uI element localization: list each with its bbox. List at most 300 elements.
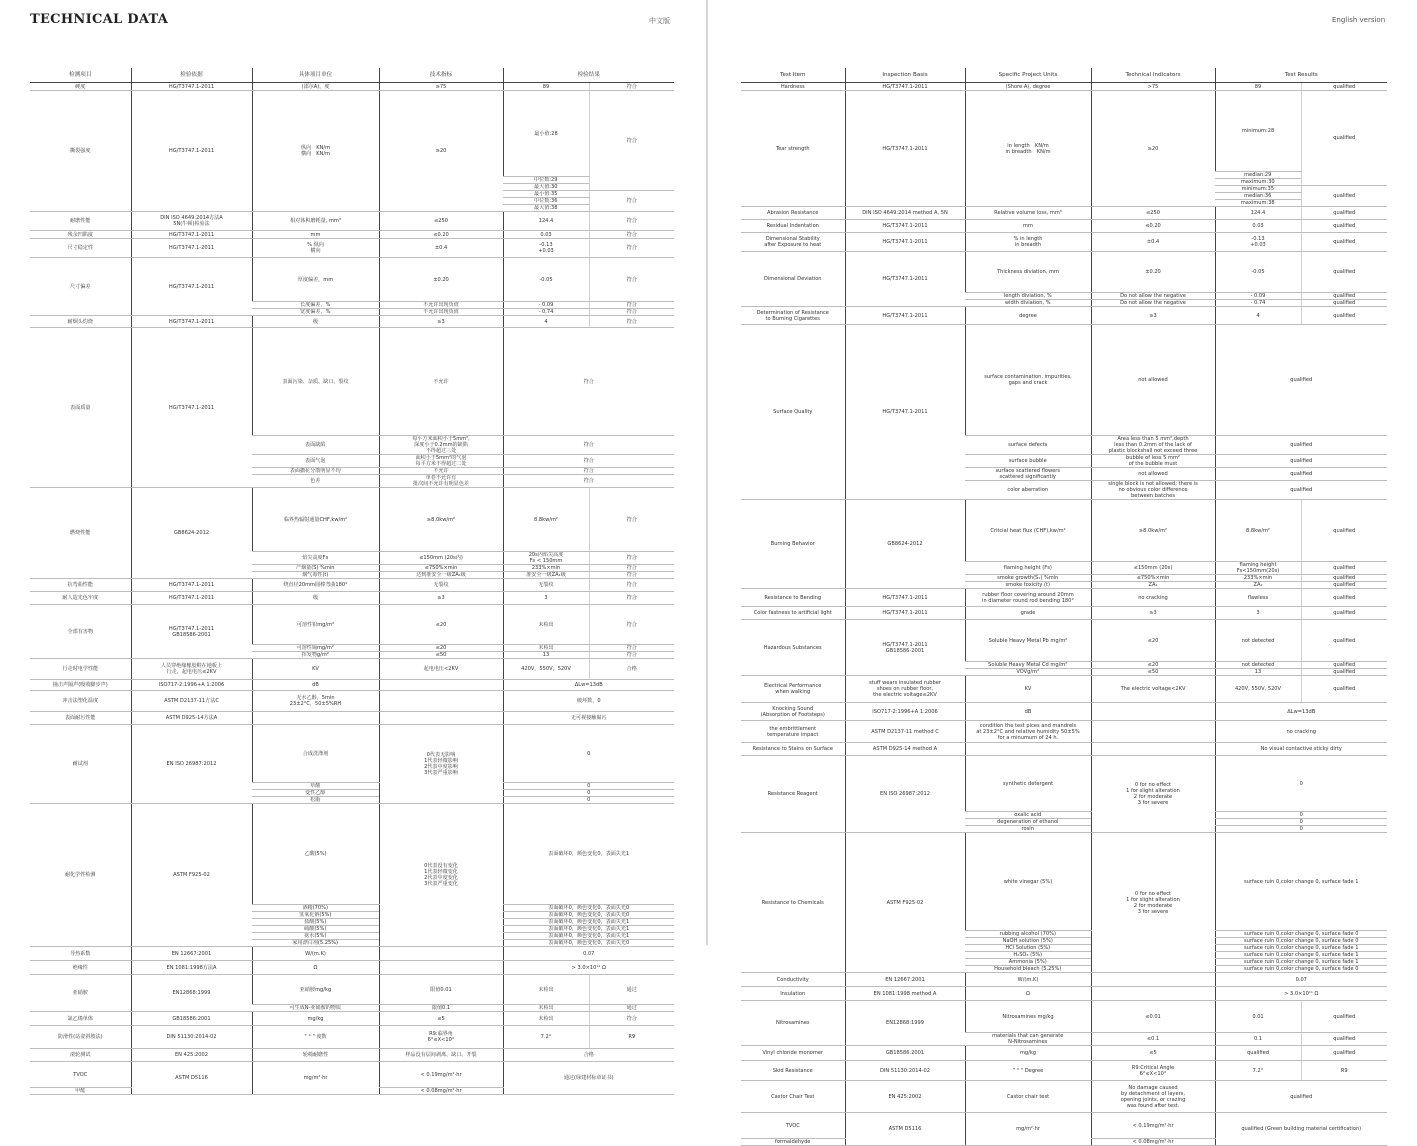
table-header-row bbox=[30, 68, 674, 83]
table-cell: qualified bbox=[1301, 293, 1387, 300]
table-cell: 表面污染、杂质、缺口、裂纹 bbox=[252, 328, 379, 436]
table-cell: 符合 bbox=[589, 258, 674, 302]
table-cell: HG/T3747.1-2011 bbox=[131, 239, 252, 258]
table-cell: 不允许出现负值 bbox=[379, 309, 503, 316]
table-row bbox=[30, 258, 674, 302]
table-cell: stuff wears insulated rubber shoes on rubber floor, the electric voltage≤2KV bbox=[845, 676, 965, 703]
table-cell: GB18586:2001 bbox=[131, 1012, 252, 1026]
table-cell: Resistance Reagent bbox=[741, 756, 845, 833]
column-header: Test Results bbox=[1215, 68, 1387, 83]
table-cell: qualified bbox=[1301, 300, 1387, 307]
table-cell: Critcial heat flux (CHF),kw/m² bbox=[965, 500, 1091, 562]
table-cell: 0代表无影响 1代表轻微影响 2代表中度影响 3代表严重影响 bbox=[379, 725, 503, 804]
table-cell: 符合 bbox=[589, 605, 674, 645]
table-cell: < 0.19mg/m²·hr bbox=[1091, 1113, 1215, 1139]
table-cell: ±0.4 bbox=[379, 239, 503, 258]
table-cell: 变性乙醇 bbox=[252, 790, 379, 797]
table-cell: TVOC bbox=[30, 1062, 131, 1088]
table-cell: qualified bbox=[1301, 620, 1387, 662]
table-cell: mg/m²·hr bbox=[252, 1062, 379, 1095]
table-cell: HG/T3747.1-2011 bbox=[845, 252, 965, 307]
table-cell: 89 bbox=[503, 83, 589, 91]
table-cell: qualified bbox=[1215, 1081, 1387, 1113]
table-cell: -0.05 bbox=[1215, 252, 1301, 293]
table-cell: EN 425:2002 bbox=[131, 1049, 252, 1062]
table-row bbox=[741, 987, 1387, 1001]
table-cell: 抗弯曲性能 bbox=[30, 579, 131, 592]
table-cell: 3 bbox=[503, 592, 589, 605]
table-cell: 酒精(70%) bbox=[252, 905, 379, 912]
table-cell: 符合 bbox=[589, 191, 674, 212]
table-cell: ≤0.20 bbox=[1091, 220, 1215, 233]
table-cell: ≥8.0kw/m² bbox=[379, 488, 503, 552]
table-cell: qualified bbox=[1301, 307, 1387, 325]
table-cell: surface scattered flowers scattered significantly bbox=[965, 468, 1091, 481]
table-cell: 通过(绿建材标章证书) bbox=[503, 1062, 674, 1095]
table-cell: No visual contactive sticky dirty bbox=[1215, 743, 1387, 756]
table-cell: qualified bbox=[1301, 220, 1387, 233]
table-cell: -0.05 bbox=[503, 258, 589, 302]
table-cell: ASTM F925-02 bbox=[131, 804, 252, 947]
table-cell: The electric voltage<2KV bbox=[1091, 676, 1215, 703]
table-row bbox=[741, 325, 1387, 436]
table-cell: 7.2° bbox=[1215, 1061, 1301, 1081]
table-row bbox=[30, 316, 674, 328]
table-cell: ≤20 bbox=[379, 605, 503, 645]
table-cell: 破坏数，0 bbox=[503, 691, 674, 712]
column-header: Technical Indicators bbox=[1091, 68, 1215, 83]
table-cell: 导热系数 bbox=[30, 947, 131, 961]
table-cell: 未检出 bbox=[503, 605, 589, 645]
table-row bbox=[741, 207, 1387, 220]
technical-data-table-cn bbox=[30, 68, 674, 1095]
table-cell: ≤150mm (20s内) bbox=[379, 552, 503, 565]
table-cell: smoke growth(S₁) %min bbox=[965, 575, 1091, 582]
table-cell: VOVg/m² bbox=[965, 669, 1091, 676]
table-row bbox=[30, 605, 674, 645]
table-row bbox=[741, 589, 1387, 607]
table-cell: 8.8kw/m² bbox=[503, 488, 589, 552]
table-cell: 89 bbox=[1215, 83, 1301, 91]
table-cell: 表面撒花分散明显不均 bbox=[252, 468, 379, 475]
table-row bbox=[741, 1113, 1387, 1139]
table-cell: (邵尔A)，度 bbox=[252, 83, 379, 91]
table-cell: 单卷不允许有 批次间不允许有明显色差 bbox=[379, 475, 503, 488]
table-cell: 最大值:30 bbox=[503, 184, 589, 191]
table-cell: qualified bbox=[1301, 607, 1387, 620]
table-cell: Area less than 5 mm²,depth less than 0.2mm of the lack of plastic blockshall not exceed three bbox=[1091, 436, 1215, 455]
table-cell: 符合 bbox=[589, 231, 674, 239]
table-cell: 样品没有层间剥离、缺口、开裂 bbox=[379, 1049, 503, 1062]
table-cell: qualified bbox=[1301, 233, 1387, 252]
table-cell: 无裂纹 bbox=[503, 579, 589, 592]
table-cell: rubbing alcohol (70%) bbox=[965, 931, 1091, 938]
table-cell: DIN 51130:2014-02 bbox=[131, 1026, 252, 1049]
table-cell: mm bbox=[965, 220, 1091, 233]
table-cell: qualified bbox=[1215, 1046, 1301, 1061]
table-cell: ASTM D2137-11 method C bbox=[845, 721, 965, 743]
table-cell: 8.8kw/m² bbox=[1215, 500, 1301, 562]
table-cell: Dimensional Stability after Exposure to heat bbox=[741, 233, 845, 252]
table-row bbox=[741, 833, 1387, 931]
table-cell: ≥20 bbox=[379, 91, 503, 212]
table-cell: 面积小于5mm²的气泡 每平方米不得超过二处 bbox=[379, 455, 503, 468]
table-cell: ≤0.20 bbox=[379, 231, 503, 239]
table-row bbox=[741, 1081, 1387, 1113]
table-cell: ≤750%×min bbox=[379, 565, 503, 572]
table-cell: 4 bbox=[1215, 307, 1301, 325]
table-cell: dB bbox=[252, 680, 379, 691]
table-cell: R9 bbox=[1301, 1061, 1387, 1081]
table-cell bbox=[379, 712, 503, 725]
table-cell: ΔLw=13dB bbox=[503, 680, 674, 691]
table-cell: W/(m.K) bbox=[252, 947, 379, 961]
table-cell: 符合 bbox=[589, 316, 674, 328]
table-cell: 符合 bbox=[589, 239, 674, 258]
table-cell: 冲击法塑化温度 bbox=[30, 691, 131, 712]
table-row bbox=[30, 83, 674, 91]
table-cell: Abrasion Resistance bbox=[741, 207, 845, 220]
table-body bbox=[741, 83, 1387, 1146]
table-cell: 0 bbox=[1215, 826, 1387, 833]
table-cell: HG/T3747.1-2011 bbox=[131, 328, 252, 488]
table-cell: > 3.0×10¹¹ Ω bbox=[503, 961, 674, 975]
column-header: 技术指标 bbox=[379, 68, 503, 83]
table-cell: 级 bbox=[252, 316, 379, 328]
table-cell: qualified bbox=[1301, 1046, 1387, 1061]
table-cell: ≤250 bbox=[1091, 207, 1215, 220]
table-cell: KV bbox=[252, 659, 379, 680]
table-cell bbox=[379, 691, 503, 712]
table-cell: no cracking bbox=[1215, 721, 1387, 743]
table-cell: DIN 51130:2014-02 bbox=[845, 1061, 965, 1081]
table-cell: not allowed bbox=[1091, 468, 1215, 481]
table-cell: 233%×min bbox=[1215, 575, 1301, 582]
table-row bbox=[30, 488, 674, 552]
table-cell: EN 12667:2001 bbox=[845, 973, 965, 987]
table-cell: Castor chair test bbox=[965, 1081, 1091, 1113]
table-cell: 防滑性(站姿斜坡法) bbox=[30, 1026, 131, 1049]
table-cell bbox=[379, 961, 503, 975]
table-cell: H₂SO₄ (5%) bbox=[965, 952, 1091, 959]
table-cell: HCl Solution (5%) bbox=[965, 945, 1091, 952]
table-cell: HG/T3747.1-2011 GB18586-2001 bbox=[131, 605, 252, 659]
table-cell: 耐化学性检测 bbox=[30, 804, 131, 947]
table-cell: 中位数:36 bbox=[503, 198, 589, 205]
table-cell: 符合 bbox=[503, 436, 674, 455]
table-cell: 硫酸(5%) bbox=[252, 926, 379, 933]
table-cell: 合成洗涤剂 bbox=[252, 725, 379, 783]
table-cell: qualified bbox=[1301, 1001, 1387, 1033]
table-cell: % in length in breadth bbox=[965, 233, 1091, 252]
table-cell: Resistance to Bending bbox=[741, 589, 845, 607]
table-cell: 符合 bbox=[589, 83, 674, 91]
table-cell: 中位数:29 bbox=[503, 177, 589, 184]
table-cell: surface ruin 0,color change 0, surface fade 1 bbox=[1215, 952, 1387, 959]
table-cell: ASTM D5116 bbox=[845, 1113, 965, 1146]
table-cell: grade bbox=[965, 607, 1091, 620]
table-cell: 绝缘性 bbox=[30, 961, 131, 975]
table-row bbox=[30, 691, 674, 712]
table-cell: 符合 bbox=[589, 645, 674, 652]
table-cell: 人员穿绝缘橡胶鞋在地板上 行走，起电电压≤2KV bbox=[131, 659, 252, 680]
table-cell: 宽度偏差，% bbox=[252, 309, 379, 316]
table-cell: 亚硝胺mg/kg bbox=[252, 975, 379, 1005]
language-label: 中文版 bbox=[649, 17, 670, 25]
table-cell: Ω bbox=[252, 961, 379, 975]
table-cell: 耐烟头灼烧 bbox=[30, 316, 131, 328]
table-cell: 不允许 bbox=[379, 328, 503, 436]
table-cell: 达到准安全一级ZA₁级 bbox=[379, 572, 503, 579]
table-row bbox=[30, 804, 674, 905]
table-cell: 表面破坏0，颜色变化0，表面失光1 bbox=[503, 804, 674, 905]
table-cell: 级 bbox=[252, 592, 379, 605]
table-cell: 家用漂白剂(5.25%) bbox=[252, 940, 379, 947]
table-cell: Soluble Heavy Metal Pb mg/m² bbox=[965, 620, 1091, 662]
table-cell: ≥20 bbox=[1091, 91, 1215, 207]
table-cell: Nitrosamines bbox=[741, 1001, 845, 1046]
table-cell: rosin bbox=[965, 826, 1091, 833]
table-cell: 420V，550V，520V bbox=[503, 659, 589, 680]
table-cell: 未检出 bbox=[503, 1012, 589, 1026]
table-cell bbox=[1091, 743, 1215, 756]
table-cell: Castor Chair Test bbox=[741, 1081, 845, 1113]
table-cell: 符合 bbox=[589, 91, 674, 191]
table-cell: the embrittlement temperature impact bbox=[741, 721, 845, 743]
table-cell bbox=[252, 712, 379, 725]
table-cell: Insulation bbox=[741, 987, 845, 1001]
table-row bbox=[30, 579, 674, 592]
table-cell: single block is not allowed; there is no obvious color difference between batches bbox=[1091, 481, 1215, 500]
table-cell: ±0.20 bbox=[1091, 252, 1215, 293]
table-cell: EN 1081:1998 method A bbox=[845, 987, 965, 1001]
table-cell: ZA₁ bbox=[1091, 582, 1215, 589]
table-cell: surface ruin 0,color change 0, surface fade 1 bbox=[1215, 945, 1387, 952]
english-page bbox=[708, 0, 1417, 1145]
table-cell: Do not allow the negative bbox=[1091, 300, 1215, 307]
table-cell: surface contamination, impurities, gaps and crack bbox=[965, 325, 1091, 436]
table-cell: 13 bbox=[503, 652, 589, 659]
table-cell: formaldehyde bbox=[741, 1139, 845, 1146]
table-cell: 限值0.1 bbox=[379, 1005, 503, 1012]
table-cell: 盐酸(5%) bbox=[252, 919, 379, 926]
table-cell: 通过 bbox=[589, 975, 674, 1005]
table-cell: EN 12667:2001 bbox=[131, 947, 252, 961]
table-cell: surface ruin 0,color change 0, surface fade 0 bbox=[1215, 931, 1387, 938]
table-cell: ≤5 bbox=[379, 1012, 503, 1026]
table-cell: not detected bbox=[1215, 620, 1301, 662]
table-cell: 起电电压<2KV bbox=[379, 659, 503, 680]
table-cell: Vinyl chloride monomer bbox=[741, 1046, 845, 1061]
table-cell: 0 bbox=[1215, 819, 1387, 826]
table-cell: 轮椅耐磨性 bbox=[252, 1049, 379, 1062]
table-row bbox=[30, 239, 674, 258]
table-cell: - 0.74 bbox=[503, 309, 589, 316]
table-cell: 124.4 bbox=[503, 212, 589, 231]
table-cell: qualified bbox=[1301, 589, 1387, 607]
table-cell: 0.03 bbox=[503, 231, 589, 239]
table-cell: Residual Indentation bbox=[741, 220, 845, 233]
table-row bbox=[741, 756, 1387, 812]
table-cell: 0.1 bbox=[1215, 1033, 1301, 1046]
table-cell: EN ISO 26987:2012 bbox=[131, 725, 252, 804]
table-cell: 0 for no effect 1 for slight alteration 2 for moderate 3 for severe bbox=[1091, 756, 1215, 833]
table-cell: Hazardous Substances bbox=[741, 620, 845, 676]
table-cell: DIN ISO 4649:2014 method A, 5N bbox=[845, 207, 965, 220]
table-cell: oxalic acid bbox=[965, 812, 1091, 819]
table-cell: ≥3 bbox=[1091, 607, 1215, 620]
table-cell: 符合 bbox=[589, 572, 674, 579]
technical-data-table-en bbox=[741, 68, 1387, 1146]
table-cell: 未检出 bbox=[503, 1005, 589, 1012]
table-cell: % 纵向 横向 bbox=[252, 239, 379, 258]
table-cell: surface ruin 0,color change 0, surface fade 0 bbox=[1215, 938, 1387, 945]
table-cell: 限值0.01 bbox=[379, 975, 503, 1005]
table-cell: -0.13 +0.03 bbox=[503, 239, 589, 258]
table-cell: Color fastness to artificial light bbox=[741, 607, 845, 620]
table-cell bbox=[1091, 987, 1215, 1001]
table-cell: 符合 bbox=[589, 565, 674, 572]
table-cell: 通过 bbox=[589, 1005, 674, 1012]
table-cell: < 0.19mg/m²·hr bbox=[379, 1062, 503, 1088]
table-cell: 尺寸偏差 bbox=[30, 258, 131, 316]
table-cell: 乙酸(5%) bbox=[252, 804, 379, 905]
language-label: English version bbox=[1332, 16, 1386, 24]
table-cell: 可溶性镉mg/m² bbox=[252, 645, 379, 652]
table-cell: ≥75 bbox=[379, 83, 503, 91]
table-cell: ≥8.0kw/m² bbox=[1091, 500, 1215, 562]
table-cell: 最大值:38 bbox=[503, 205, 589, 212]
table-cell: 4 bbox=[503, 316, 589, 328]
table-cell: Do not allow the negative bbox=[1091, 293, 1215, 300]
table-cell: Resistance to Stains on Surface bbox=[741, 743, 845, 756]
table-cell: mm bbox=[252, 231, 379, 239]
table-cell: qualified bbox=[1301, 207, 1387, 220]
table-cell: HG/T3747.1-2011 bbox=[845, 83, 965, 91]
table-row bbox=[30, 328, 674, 436]
table-cell: 耐人造光色牢度 bbox=[30, 592, 131, 605]
table-cell: 0代表没有变化 1代表轻微变化 2代表中度变化 3代表严重变化 bbox=[379, 804, 503, 947]
table-cell: Nitrosamines mg/kg bbox=[965, 1001, 1091, 1033]
table-cell: 符合 bbox=[589, 552, 674, 565]
table-cell: Soluble Heavy Metal Cd mg/m² bbox=[965, 662, 1091, 669]
table-cell: ≤150mm (20s) bbox=[1091, 562, 1215, 575]
table-cell: Determination of Resistance to Burning Cigarettes bbox=[741, 307, 845, 325]
table-cell: 临界热辐射通量CHF,kw/m² bbox=[252, 488, 379, 552]
table-cell: Conductivity bbox=[741, 973, 845, 987]
table-cell: EN 1081:1998方法A bbox=[131, 961, 252, 975]
table-cell: 符合 bbox=[503, 328, 674, 436]
table-cell: ≥3 bbox=[379, 316, 503, 328]
table-cell: 长度偏差，% bbox=[252, 302, 379, 309]
table-cell: 13 bbox=[1215, 669, 1301, 676]
table-cell: 燃烧性能 bbox=[30, 488, 131, 579]
table-cell: 符合 bbox=[589, 1012, 674, 1026]
table-cell: 符合 bbox=[589, 212, 674, 231]
table-cell: 撕裂强度 bbox=[30, 91, 131, 212]
table-cell: " ° " 度数 bbox=[252, 1026, 379, 1049]
table-cell: Skid Resistance bbox=[741, 1061, 845, 1081]
table-cell: white vinegar (5%) bbox=[965, 833, 1091, 931]
table-cell: not detected bbox=[1215, 662, 1301, 669]
table-cell: 0.01 bbox=[1215, 1001, 1301, 1033]
table-cell: surface defects bbox=[965, 436, 1091, 455]
table-cell: 最小值:28 bbox=[503, 91, 589, 177]
table-cell: W/(m.K) bbox=[965, 973, 1091, 987]
table-row bbox=[30, 212, 674, 231]
table-cell: ≥3 bbox=[379, 592, 503, 605]
table-cell: 0 bbox=[1215, 812, 1387, 819]
table-cell: Hardness bbox=[741, 83, 845, 91]
table-cell: qualified bbox=[1301, 252, 1387, 293]
table-cell: - 0.09 bbox=[1215, 293, 1301, 300]
column-header: Test Item bbox=[741, 68, 845, 83]
page-title: TECHNICAL DATA bbox=[30, 12, 169, 27]
table-cell: 表面破坏0，颜色变化0，表面失光0 bbox=[503, 912, 674, 919]
table-cell: HG/T3747.1-2011 bbox=[845, 220, 965, 233]
table-row bbox=[30, 680, 674, 691]
table-cell: < 0.08mg/m²·hr bbox=[379, 1088, 503, 1095]
table-cell: No damage caused by detachment of layers, opening joints, or crazing was found after test. bbox=[1091, 1081, 1215, 1113]
table-cell: 焰尖高度Fs bbox=[252, 552, 379, 565]
table-cell: maximum:30 bbox=[1215, 179, 1301, 186]
table-cell: qualified bbox=[1215, 436, 1387, 455]
table-cell: 色差 bbox=[252, 475, 379, 488]
table-cell: 0 bbox=[503, 790, 674, 797]
table-row bbox=[30, 1026, 674, 1049]
table-cell: < 0.08mg/m²·hr bbox=[1091, 1139, 1215, 1146]
table-cell: HG/T3747.1-2011 bbox=[131, 592, 252, 605]
table-cell: 无裂纹 bbox=[379, 579, 503, 592]
table-cell: 产烟量(S) %min bbox=[252, 565, 379, 572]
table-row bbox=[741, 220, 1387, 233]
table-cell: 0 bbox=[503, 783, 674, 790]
table-cell: 硬度 bbox=[30, 83, 131, 91]
table-cell: R9 bbox=[589, 1026, 674, 1049]
table-cell: 氯乙烯单体 bbox=[30, 1012, 131, 1026]
table-cell: 无可视接触黏污 bbox=[503, 712, 674, 725]
table-cell: 0 bbox=[503, 797, 674, 804]
table-row bbox=[30, 231, 674, 239]
table-cell: ISO717-2:1996+A 1:2006 bbox=[131, 680, 252, 691]
column-header: 检验依据 bbox=[131, 68, 252, 83]
table-cell: 符合 bbox=[589, 592, 674, 605]
table-cell: 不允许 bbox=[379, 468, 503, 475]
table-cell: DIN ISO 4649:2014方法A 5N(牛顿)检验法 bbox=[131, 212, 252, 231]
table-cell: median:36 bbox=[1215, 193, 1301, 200]
column-header: Inspection Basis bbox=[845, 68, 965, 83]
table-cell: surface ruin 0,color change 0, surface fade 1 bbox=[1215, 959, 1387, 966]
table-cell: qualified bbox=[1301, 83, 1387, 91]
table-cell: Surface Quality bbox=[741, 325, 845, 500]
table-cell: 符合 bbox=[589, 579, 674, 592]
table-cell: (Shore A), degree bbox=[965, 83, 1091, 91]
table-cell: 符合 bbox=[503, 475, 674, 488]
table-cell: 挥发物g/m² bbox=[252, 652, 379, 659]
table-cell: qualified bbox=[1301, 562, 1387, 575]
table-cell bbox=[1091, 703, 1215, 721]
table-cell: HG/T3747.1-2011 bbox=[845, 91, 965, 207]
table-cell: mg/m²·hr bbox=[965, 1113, 1091, 1146]
table-cell: HG/T3747.1-2011 bbox=[845, 325, 965, 500]
table-cell: color aberration bbox=[965, 481, 1091, 500]
table-cell: ±0.20 bbox=[379, 258, 503, 302]
table-cell: ASTM D925-14方法A bbox=[131, 712, 252, 725]
table-cell: 未检出 bbox=[503, 975, 589, 1005]
table-cell: qualified bbox=[1301, 662, 1387, 669]
table-row bbox=[741, 252, 1387, 293]
table-cell: 每平方米面积小于5mm², 深度小于0.2mm的缺陷 不得超过三处 bbox=[379, 436, 503, 455]
